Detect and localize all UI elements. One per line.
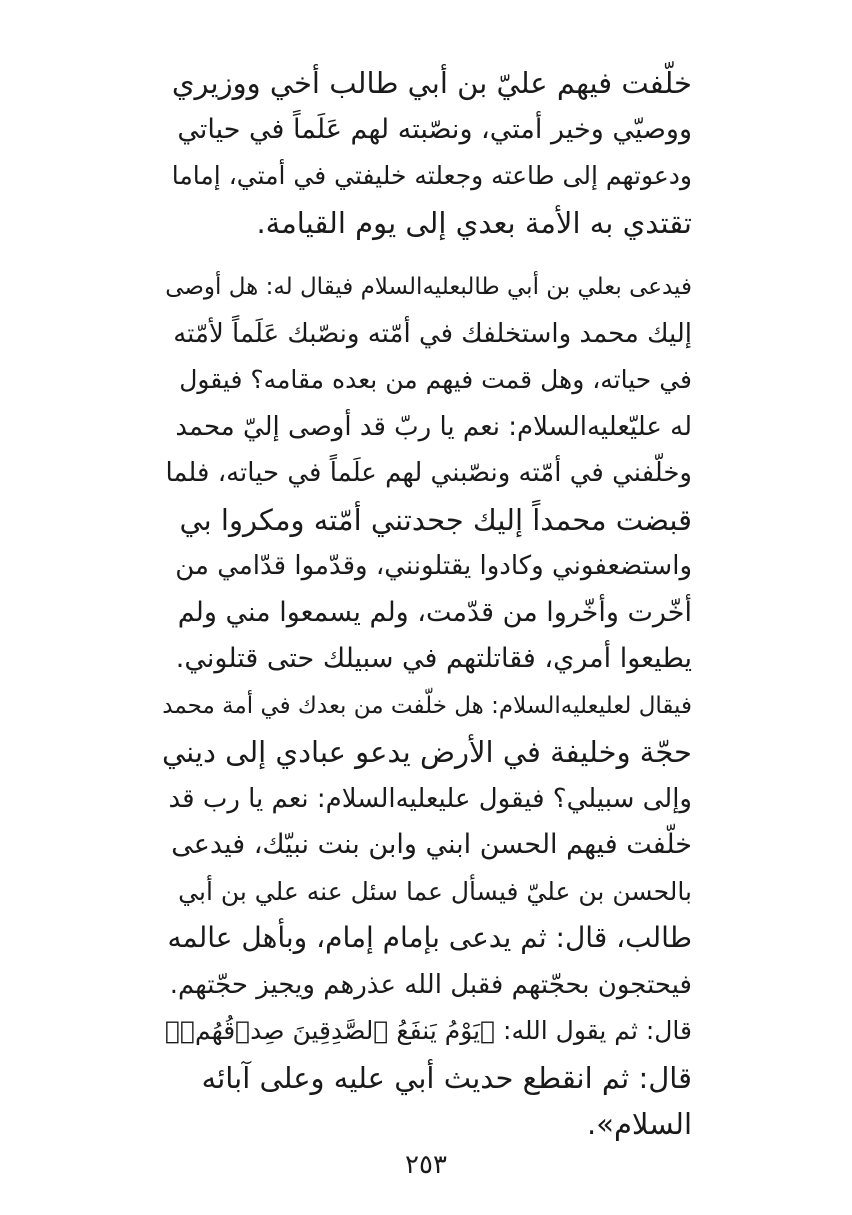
text-line: في حياته، وهل قمت فيهم من بعده مقامه؟ فيقول [179, 365, 692, 394]
text-line: فيحتجون بحجّتهم فقبل الله عذرهم ويجيز حجّتهم. [169, 969, 692, 1000]
text-line: السلام». [587, 1107, 692, 1141]
text-line: حجّة وخليفة في الأرض يدعو عبادي إلى ديني [162, 735, 692, 769]
text-line: ووصيّي وخير أمتي، ونصّبته لهم عَلَماً في حياتي [177, 113, 692, 145]
text-line: إليك محمد واستخلفك في أمّته ونصّبك عَلَماً لأمّته [173, 318, 692, 349]
text-line: تقتدي به الأمة بعدي إلى يوم القيامة. [256, 205, 692, 240]
text-line: خلّفت فيهم الحسن ابني وابن بنت نبيّك، فيدعى [171, 829, 692, 860]
text-line: قبضت محمداً إليك جحدتني أمّته ومكروا بي [179, 502, 692, 537]
text-line: قال: ثم انقطع حديث أبي عليه وعلى آبائه [201, 1060, 692, 1095]
text-line: وخلّفني في أمّته ونصّبني لهم علَماً في حياته، فلما [165, 458, 692, 488]
text-line: قال: ثم يقول الله: ﴿يَوْمُ يَنفَعُ ٱلصَّدِقِينَ صِدۡقُهُمۡ﴾ [165, 1016, 692, 1045]
text-line: وإلى سبيلي؟ فيقول عليعليه‌السلام: نعم يا رب قد [168, 783, 692, 814]
text-line: طالب، قال: ثم يدعى بإمام إمام، وبأهل عالمه [167, 921, 692, 954]
text-line: واستضعفوني وكادوا يقتلونني، وقدّموا قدّامي من [175, 551, 692, 581]
text-line: ودعوتهم إلى طاعته وجعلته خليفتي في أمتي، إماما [171, 161, 692, 190]
text-line: فيدعى بعلي بن أبي طالبعليه‌السلام فيقال له: هل أوصى [165, 274, 692, 300]
page-number: ٢٥٣ [405, 1150, 447, 1180]
text-line: له عليّعليه‌السلام: نعم يا ربّ قد أوصى إليّ محمد [175, 411, 692, 442]
text-line: خلّفت فيهم عليّ بن أبي طالب أخي ووزيري [171, 66, 692, 100]
paragraph-1 [160, 60, 692, 246]
text-line: فيقال لعليعليه‌السلام: هل خلّفت من بعدك في أمة محمد [162, 692, 692, 719]
text-line: بالحسن بن عليّ فيسأل عما سئل عنه علي بن أبي [178, 876, 692, 906]
text-line: يطيعوا أمري، فقاتلتهم في سبيلك حتى قتلوني. [175, 643, 692, 674]
text-line: أخّرت وأخّروا من قدّمت، ولم يسمعوا مني ولم [177, 596, 692, 628]
paragraph-2 [160, 264, 692, 1148]
